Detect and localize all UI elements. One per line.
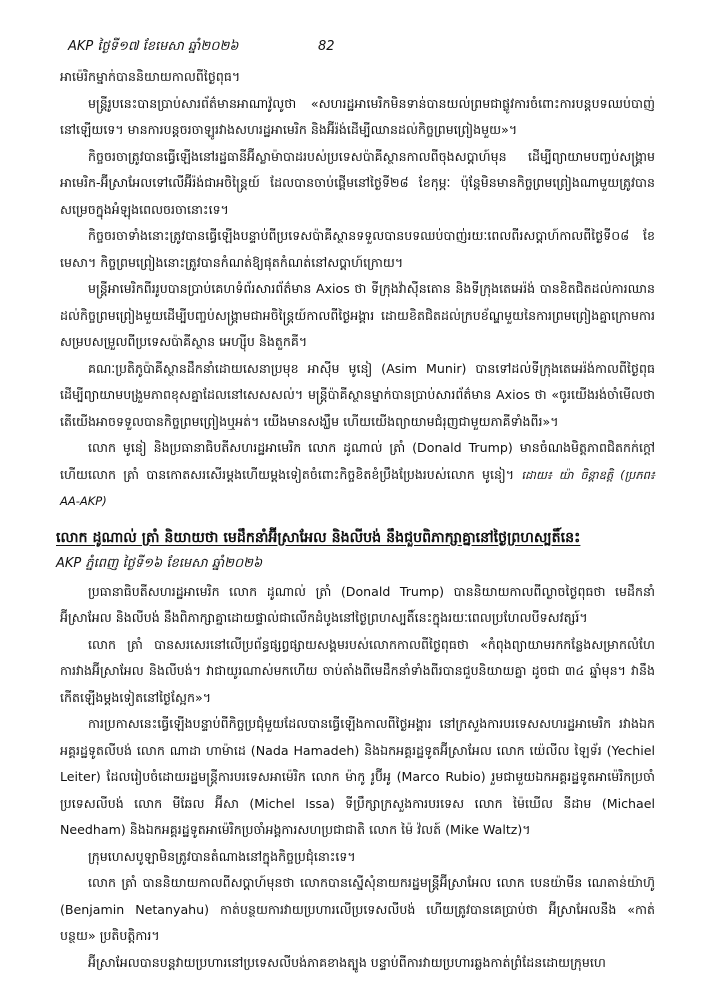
paragraph: អាម៉េរិកម្នាក់បាននិយាយកាលពីថ្ងៃពុធ។ — [60, 69, 241, 84]
paragraph-with-credit — [60, 435, 655, 515]
paragraph: កិច្ចចរចាទាំងនោះត្រូវបានធ្វើឡើងបន្ទាប់ពីប្រទេសប៉ាគីស្ថានទទួលបានបទឈប់បាញ់រយៈពេលពីរសប្តាហ៍កាលពីថ្ងៃទី០៨ ខែមេសា។ កិច្ចព្រមព្រៀងនោះត្រូវបានកំណត់ឱ្យផុតកំណត់នៅសប្តាហ៍ក្រោយ។ — [60, 228, 655, 270]
paragraph: ក្រុមហេសបូឡាមិនត្រូវបានតំណាងនៅក្នុងកិច្ចប្រជុំនោះទេ។ — [88, 848, 356, 864]
paragraph: មន្ត្រីអាមេរិកពីររូបបានប្រាប់គេហទំព័រសារព័ត៌មាន Axios ថា ទីក្រុងវ៉ាស៊ីនតោន និងទីក្រុងតេអេរ៉ង់ បានខិតជិតដល់ការឈានដល់កិច្ចព្រមព្រៀងមួយដើម្បីបញ្ចប់សង្គ្រាមជាអចិន្ត្រៃយ៍កាលពីថ្ងៃអង្គារ ដោយខិតជិតដល់ក្របខ័ណ្ឌមួយនៃការព្រមព្រៀងគ្នាក្រោមការសម្របសម្រួលពីប្រទេសប៉ាគីស្ថាន អេហ្ស៊ីប និងតួកគី។ — [60, 281, 655, 349]
paragraph: គណៈប្រតិភូប៉ាគីស្ថានដឹកនាំដោយសេនាប្រមុខ អាស៊ីម មូនៀ (Asim Munir) បានទៅដល់ទីក្រុងតេអេរ៉ង់កាលពីថ្ងៃពុធ ដើម្បីព្យាយាមបង្រួមភាពខុសគ្នាដែលនៅសេសសល់។ មន្ត្រីប៉ាគីស្ថានម្នាក់បានប្រាប់សារព័ត៌មាន Axios ថា «ចូរយើងរង់ចាំមើលថា តើយើងអាចទទួលបានកិច្ចព្រមព្រៀងឬអត់។ យើងមានសង្ឃឹម ហើយយើងព្យាយាមជំរុញជាមួយភាគីទាំងពីរ»។ — [60, 360, 655, 429]
article-headline: លោក ដូណាល់ ត្រាំ និយាយថា មេដឹកនាំអ៊ីស្រាអែល និងលីបង់ នឹងជួបពិភាក្សាគ្នានៅថ្ងៃព្រហស្បតិ៍នេះ — [56, 529, 581, 546]
article-continued — [60, 64, 655, 515]
page-number: 82 — [318, 39, 335, 54]
article-credit: ដោយ៖ យ៉ា ចិន្តាឧត្តិ (ប្រភព៖ AA-AKP) — [60, 467, 655, 508]
article — [56, 525, 655, 977]
paragraph: លោក ត្រាំ បានសរសេរនៅលើប្រព័ន្ធផ្សព្វផ្សាយសង្គមរបស់លោកកាលពីថ្ងៃពុធថា «កំពុងព្យាយាមរកកន្លែងសម្រាកលំហែការវាងអ៊ីស្រាអែល និងលីបង់។ វាជាយូរណាស់មកហើយ ចាប់តាំងពីមេដឹកនាំទាំងពីរបានជួបនិយាយគ្នា ដូចជា ៣៤ ឆ្នាំមុន។ វានឹងកើតឡើងម្តងទៀតនៅថ្ងៃស្អែក»។ — [60, 636, 655, 705]
paragraph: កិច្ចចរចាត្រូវបានធ្វើឡើងនៅរដ្ឋធានីអ៊ីស្លាម៉ាបាដរបស់ប្រទេសប៉ាគីស្ថានកាលពីចុងសប្តាហ៍មុន ដើម្បីព្យាយាមបញ្ចប់សង្គ្រាមអាមេរិក-អ៊ីស្រាអែលទៅលើអ៊ីរ៉ង់ជាអចិន្ត្រៃយ៍ ដែលបានចាប់ផ្តើមនៅថ្ងៃទី២៨ ខែកុម្ភៈ ប៉ុន្តែមិនមានកិច្ចព្រមព្រៀងណាមួយត្រូវបានសម្រេចក្នុងអំឡុងពេលចរចានោះទេ។ — [60, 148, 655, 217]
paragraph: ការប្រកាសនេះធ្វើឡើងបន្ទាប់ពីកិច្ចប្រជុំមួយដែលបានធ្វើឡើងកាលពីថ្ងៃអង្គារ នៅក្រសួងការបរទេសសហរដ្ឋអាមេរិក រវាងឯកអគ្គរដ្ឋទូតលីបង់ លោក ណាដា ហាម៉ាដេ (Nada Hamadeh) និងឯកអគ្គរដ្ឋទូតអ៊ីស្រាអែល លោក យ៉េលីល ឡៃទ័រ (Yechiel Leiter) ដែលរៀបចំដោយរដ្ឋមន្ត្រីការបរទេសអាម៉េរិក លោក ម៉ាកូ រូប៊ីអូ (Marco Rubio) រួមជាមួយឯកអគ្គរដ្ឋទូតអាម៉េរិកប្រចាំប្រទេសលីបង់ លោក មីឆែល អ៊ីសា (Michel Issa) ទីប្រឹក្សាក្រសួងការបរទេស លោក ម៉ៃឃើល នីដាម (Michael Needham) និងឯកអគ្គរដ្ឋទូតអាម៉េរិកប្រចាំអង្គការសហប្រជាជាតិ លោក ម៉ៃ វ៉លត៍ (Mike Waltz)។ — [60, 716, 655, 837]
header-dateline: AKP ថ្ងៃទី១៧ ខែមេសា ឆ្នាំ២០២៦ — [68, 39, 239, 54]
paragraph: លោក ត្រាំ បាននិយាយកាលពីសប្តាហ៍មុនថា លោកបានស្នើសុំនាយករដ្ឋមន្ត្រីអ៊ីស្រាអែល លោក បេនយ៉ាមីន ណេតាន់យ៉ាហ៊ូ (Benjamin Netanyahu) កាត់បន្ថយការវាយប្រហារលើប្រទេសលីបង់ ហើយត្រូវបានគេប្រាប់ថា អ៊ីស្រាអែលនឹង «កាត់បន្ថយ» ប្រតិបត្តិការ។ — [60, 875, 655, 943]
paragraph: ប្រធានាធិបតីសហរដ្ឋអាមេរិក លោក ដូណាល់ ត្រាំ (Donald Trump) បាននិយាយកាលពីល្ងាចថ្ងៃពុធថា មេដឹកនាំអ៊ីស្រាអែល និងលីបង់ នឹងពិភាក្សាគ្នាដោយផ្ទាល់ជាលើកដំបូងនៅថ្ងៃព្រហស្បតិ៍នេះក្នុងរយៈពេលប្រហែលបីទសវត្សរ៍។ — [60, 583, 655, 625]
paragraph-text: លោក មូនៀ និងប្រធានាធិបតីសហរដ្ឋអាមេរិក លោក ដូណាល់ ត្រាំ (Donald Trump) មានចំណងមិត្តភាពជិតកក់ក្តៅ ហើយលោក ត្រាំ បានកោតសរសើរម្តងហើយម្តងទៀតចំពោះកិច្ចខិតខំប្រឹងប្រែងរបស់លោក មូនៀ។ — [60, 440, 655, 482]
paragraph: មន្ត្រីរូបនេះបានប្រាប់សារព័ត៌មានអាណាវ៉ូលូថា «សហរដ្ឋអាមេរិកមិនទាន់បានយល់ព្រមជាផ្លូវការចំពោះការបន្តបទឈប់បាញ់នៅឡើយទេ។ មានការបន្តចរចាឡូរវាងសហរដ្ឋអាមេរិក និងអ៊ីរ៉ង់ដើម្បីឈានដល់កិច្ចព្រមព្រៀងមួយ»។ — [60, 95, 655, 137]
article-dateline: AKP ភ្នំពេញ ថ្ងៃទី១៦ ខែមេសា ឆ្នាំ២០២៦ — [56, 555, 263, 571]
page-header — [60, 0, 655, 64]
paragraph: អ៊ីស្រាអែលបានបន្តវាយប្រហារនៅប្រទេសលីបង់ភាគខាងត្បូង បន្ទាប់ពីការវាយប្រហារឆ្លងកាត់ព្រំដែនដោយក្រុមហេ — [88, 954, 606, 970]
